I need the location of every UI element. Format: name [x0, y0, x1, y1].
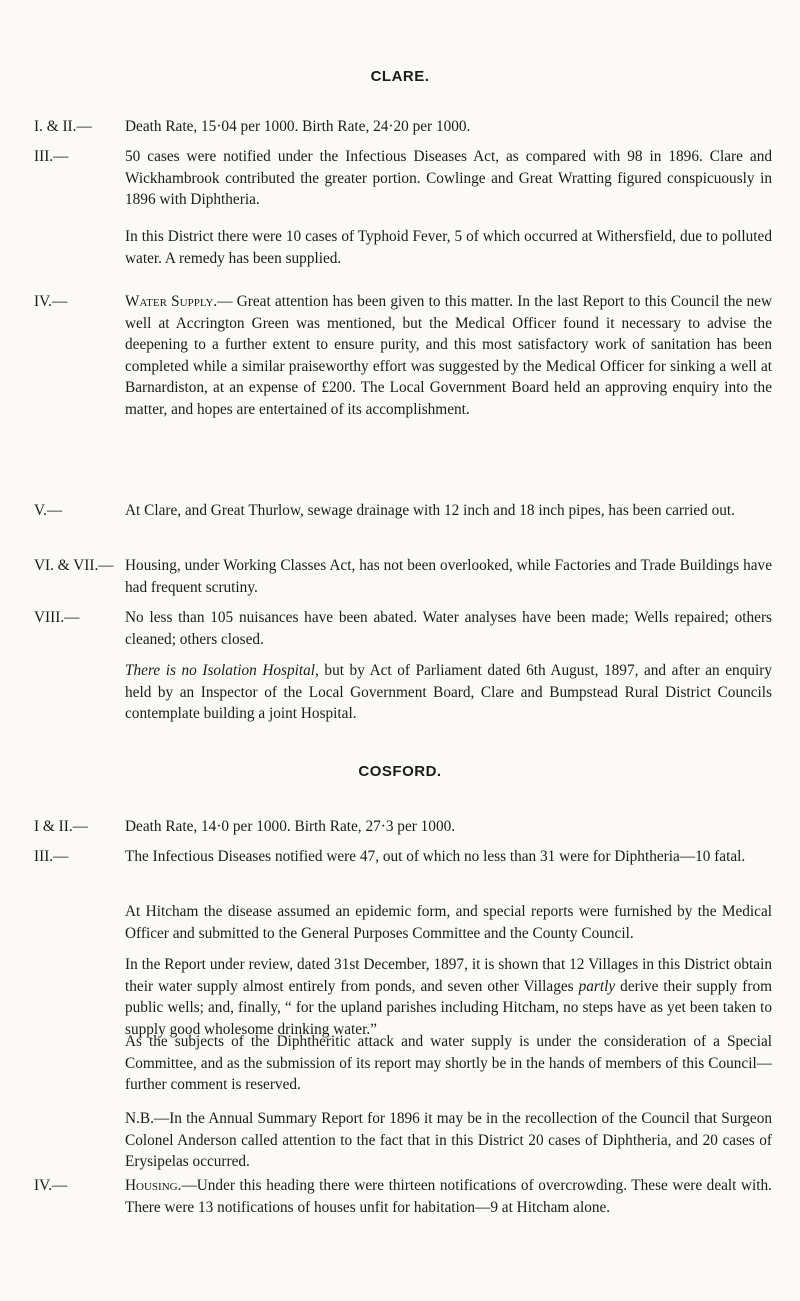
- entry-label: I & II.—: [34, 818, 88, 835]
- entry-text: Death Rate, 14·0 per 1000. Birth Rate, 27·3 per 1000.: [125, 818, 456, 835]
- entry-label: IV.—: [34, 293, 68, 310]
- entry-label: III.—: [34, 848, 69, 865]
- entry-label: VI. & VII.—: [34, 557, 114, 574]
- entry-paragraph: As the subjects of the Diphtheritic attack and water supply is under the consideration of a Special Committee, and as the submission of its report may shortly be in the hands of members of this Council—further comment is reserved.: [125, 1033, 772, 1093]
- entry-paragraph: At Hitcham the disease assumed an epidemic form, and special reports were furnished by the Medical Officer and submitted to the General Purposes Committee and the County Council.: [125, 903, 772, 942]
- entry-paragraph: In this District there were 10 cases of Typhoid Fever, 5 of which occurred at Withersfield, due to polluted water. A remedy has been supplied.: [125, 228, 772, 267]
- entry-text: Housing.—Under this heading there were thirteen notifications of overcrowding. These were dealt with. There were 13 notifications of houses unfit for habitation—9 at Hitcham alone.: [125, 1177, 772, 1216]
- clare-title: CLARE.: [370, 68, 430, 85]
- entry-heading: Housing.: [125, 1177, 182, 1194]
- entry-text: Water Supply.— Great attention has been given to this matter. In the last Report to this Council the new well at Accrington Green was mentioned, but the Medical Officer found it necessary to advise the deepening to a further extent to ensure purity, and this most satisfactory work of sanitation has been completed while a similar praiseworthy effort was suggested by the Medical Officer for sinking a well at Barnardiston, at an expense of £200. The Local Government Board held an approving enquiry into the matter, and hopes are entertained of its accomplishment.: [125, 293, 772, 418]
- entry-label: IV.—: [34, 1177, 68, 1194]
- entry-text: No less than 105 nuisances have been abated. Water analyses have been made; Wells repaired; others cleaned; others closed.: [125, 609, 772, 648]
- entry-label: VIII.—: [34, 609, 80, 626]
- entry-paragraph: N.B.—In the Annual Summary Report for 1896 it may be in the recollection of the Council that Surgeon Colonel Anderson called attention to the fact that in this District 20 cases of Diphtheria, and 20 cases of Erysipelas occurred.: [125, 1110, 772, 1170]
- entry-paragraph: In the Report under review, dated 31st December, 1897, it is shown that 12 Villages in this District obtain their water supply almost entirely from ponds, and seven other Villages partly derive their supply from public wells; and, finally, “ for the upland parishes including Hitcham, no steps have as yet been taken to supply good wholesome drinking water.”: [125, 956, 772, 1038]
- entry-paragraph: There is no Isolation Hospital, but by Act of Parliament dated 6th August, 1897, and after an enquiry held by an Inspector of the Local Government Board, Clare and Bumpstead Rural District Councils contemplate building a joint Hospital.: [125, 662, 772, 722]
- entry-text: Death Rate, 15·04 per 1000. Birth Rate, 24·20 per 1000.: [125, 118, 471, 135]
- entry-label: III.—: [34, 148, 69, 165]
- entry-text: At Clare, and Great Thurlow, sewage drainage with 12 inch and 18 inch pipes, has been carried out.: [125, 502, 735, 519]
- isolation-hospital-italic: There is no Isolation Hospital: [125, 662, 316, 679]
- cosford-title: COSFORD.: [358, 763, 442, 780]
- entry-text: The Infectious Diseases notified were 47, out of which no less than 31 were for Diphtheria—10 fatal.: [125, 848, 746, 865]
- entry-label: I. & II.—: [34, 118, 92, 135]
- entry-text: 50 cases were notified under the Infectious Diseases Act, as compared with 98 in 1896. Clare and Wickhambrook contributed the greater portion. Cowlinge and Great Wratting figured conspicuously in 1896 with Diphtheria.: [125, 148, 772, 208]
- entry-text: Housing, under Working Classes Act, has not been overlooked, while Factories and Trade Buildings have had frequent scrutiny.: [125, 557, 772, 596]
- entry-heading: Water Supply.: [125, 293, 218, 310]
- entry-label: V.—: [34, 502, 63, 519]
